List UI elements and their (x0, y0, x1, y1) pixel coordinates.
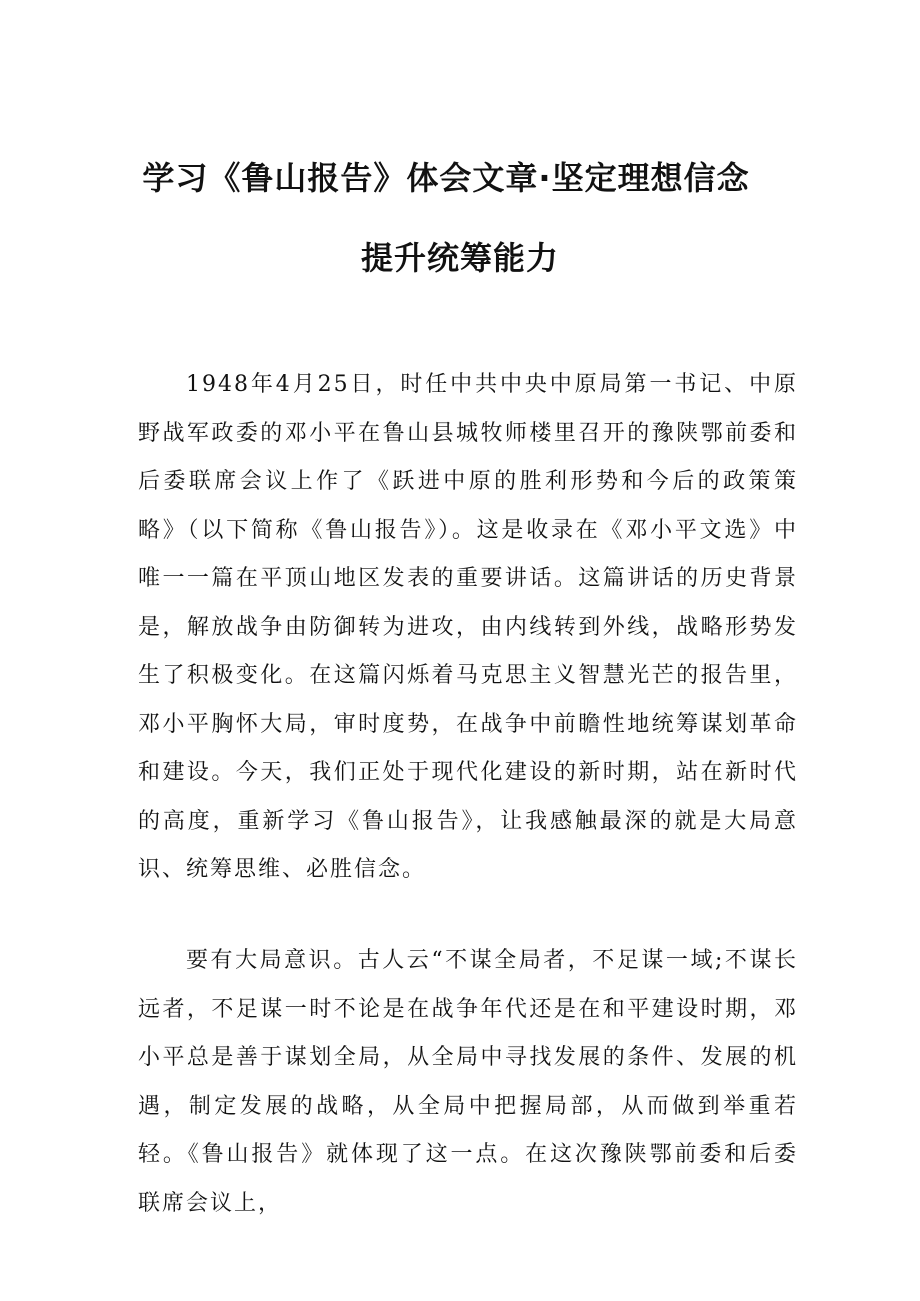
body-paragraph-1: 1948年4月25日，时任中共中央中原局第一书记、中原野战军政委的邓小平在鲁山县城牧师楼里召开的豫陕鄂前委和后委联席会议上作了《跃进中原的胜利形势和今后的政策策略》（以下简称《鲁山报告》）。这是收录在《邓小平文选》中唯一一篇在平顶山地区发表的重要讲话。这篇讲话的历史背景是，解放战争由防御转为进攻，由内线转到外线，战略形势发生了积极变化。在这篇闪烁着马克思主义智慧光芒的报告里，邓小平胸怀大局，审时度势，在战争中前瞻性地统筹谋划革命和建设。今天，我们正处于现代化建设的新时期，站在新时代的高度，重新学习《鲁山报告》，让我感触最深的就是大局意识、统筹思维、必胜信念。 (138, 372, 798, 882)
document-title-line-1: 学习《鲁山报告》体会文章·坚定理想信念 (142, 159, 750, 197)
document-title-line-2: 提升统筹能力 (360, 239, 559, 277)
body-paragraph-2: 要有大局意识。古人云“不谋全局者，不足谋一域;不谋长远者，不足谋一时不论是在战争年代还是在和平建设时期，邓小平总是善于谋划全局，从全局中寻找发展的条件、发展的机遇，制定发展的战略，从全局中把握局部，从而做到举重若轻。《鲁山报告》就体现了这一点。在这次豫陕鄂前委和后委联席会议上， (138, 948, 798, 1216)
